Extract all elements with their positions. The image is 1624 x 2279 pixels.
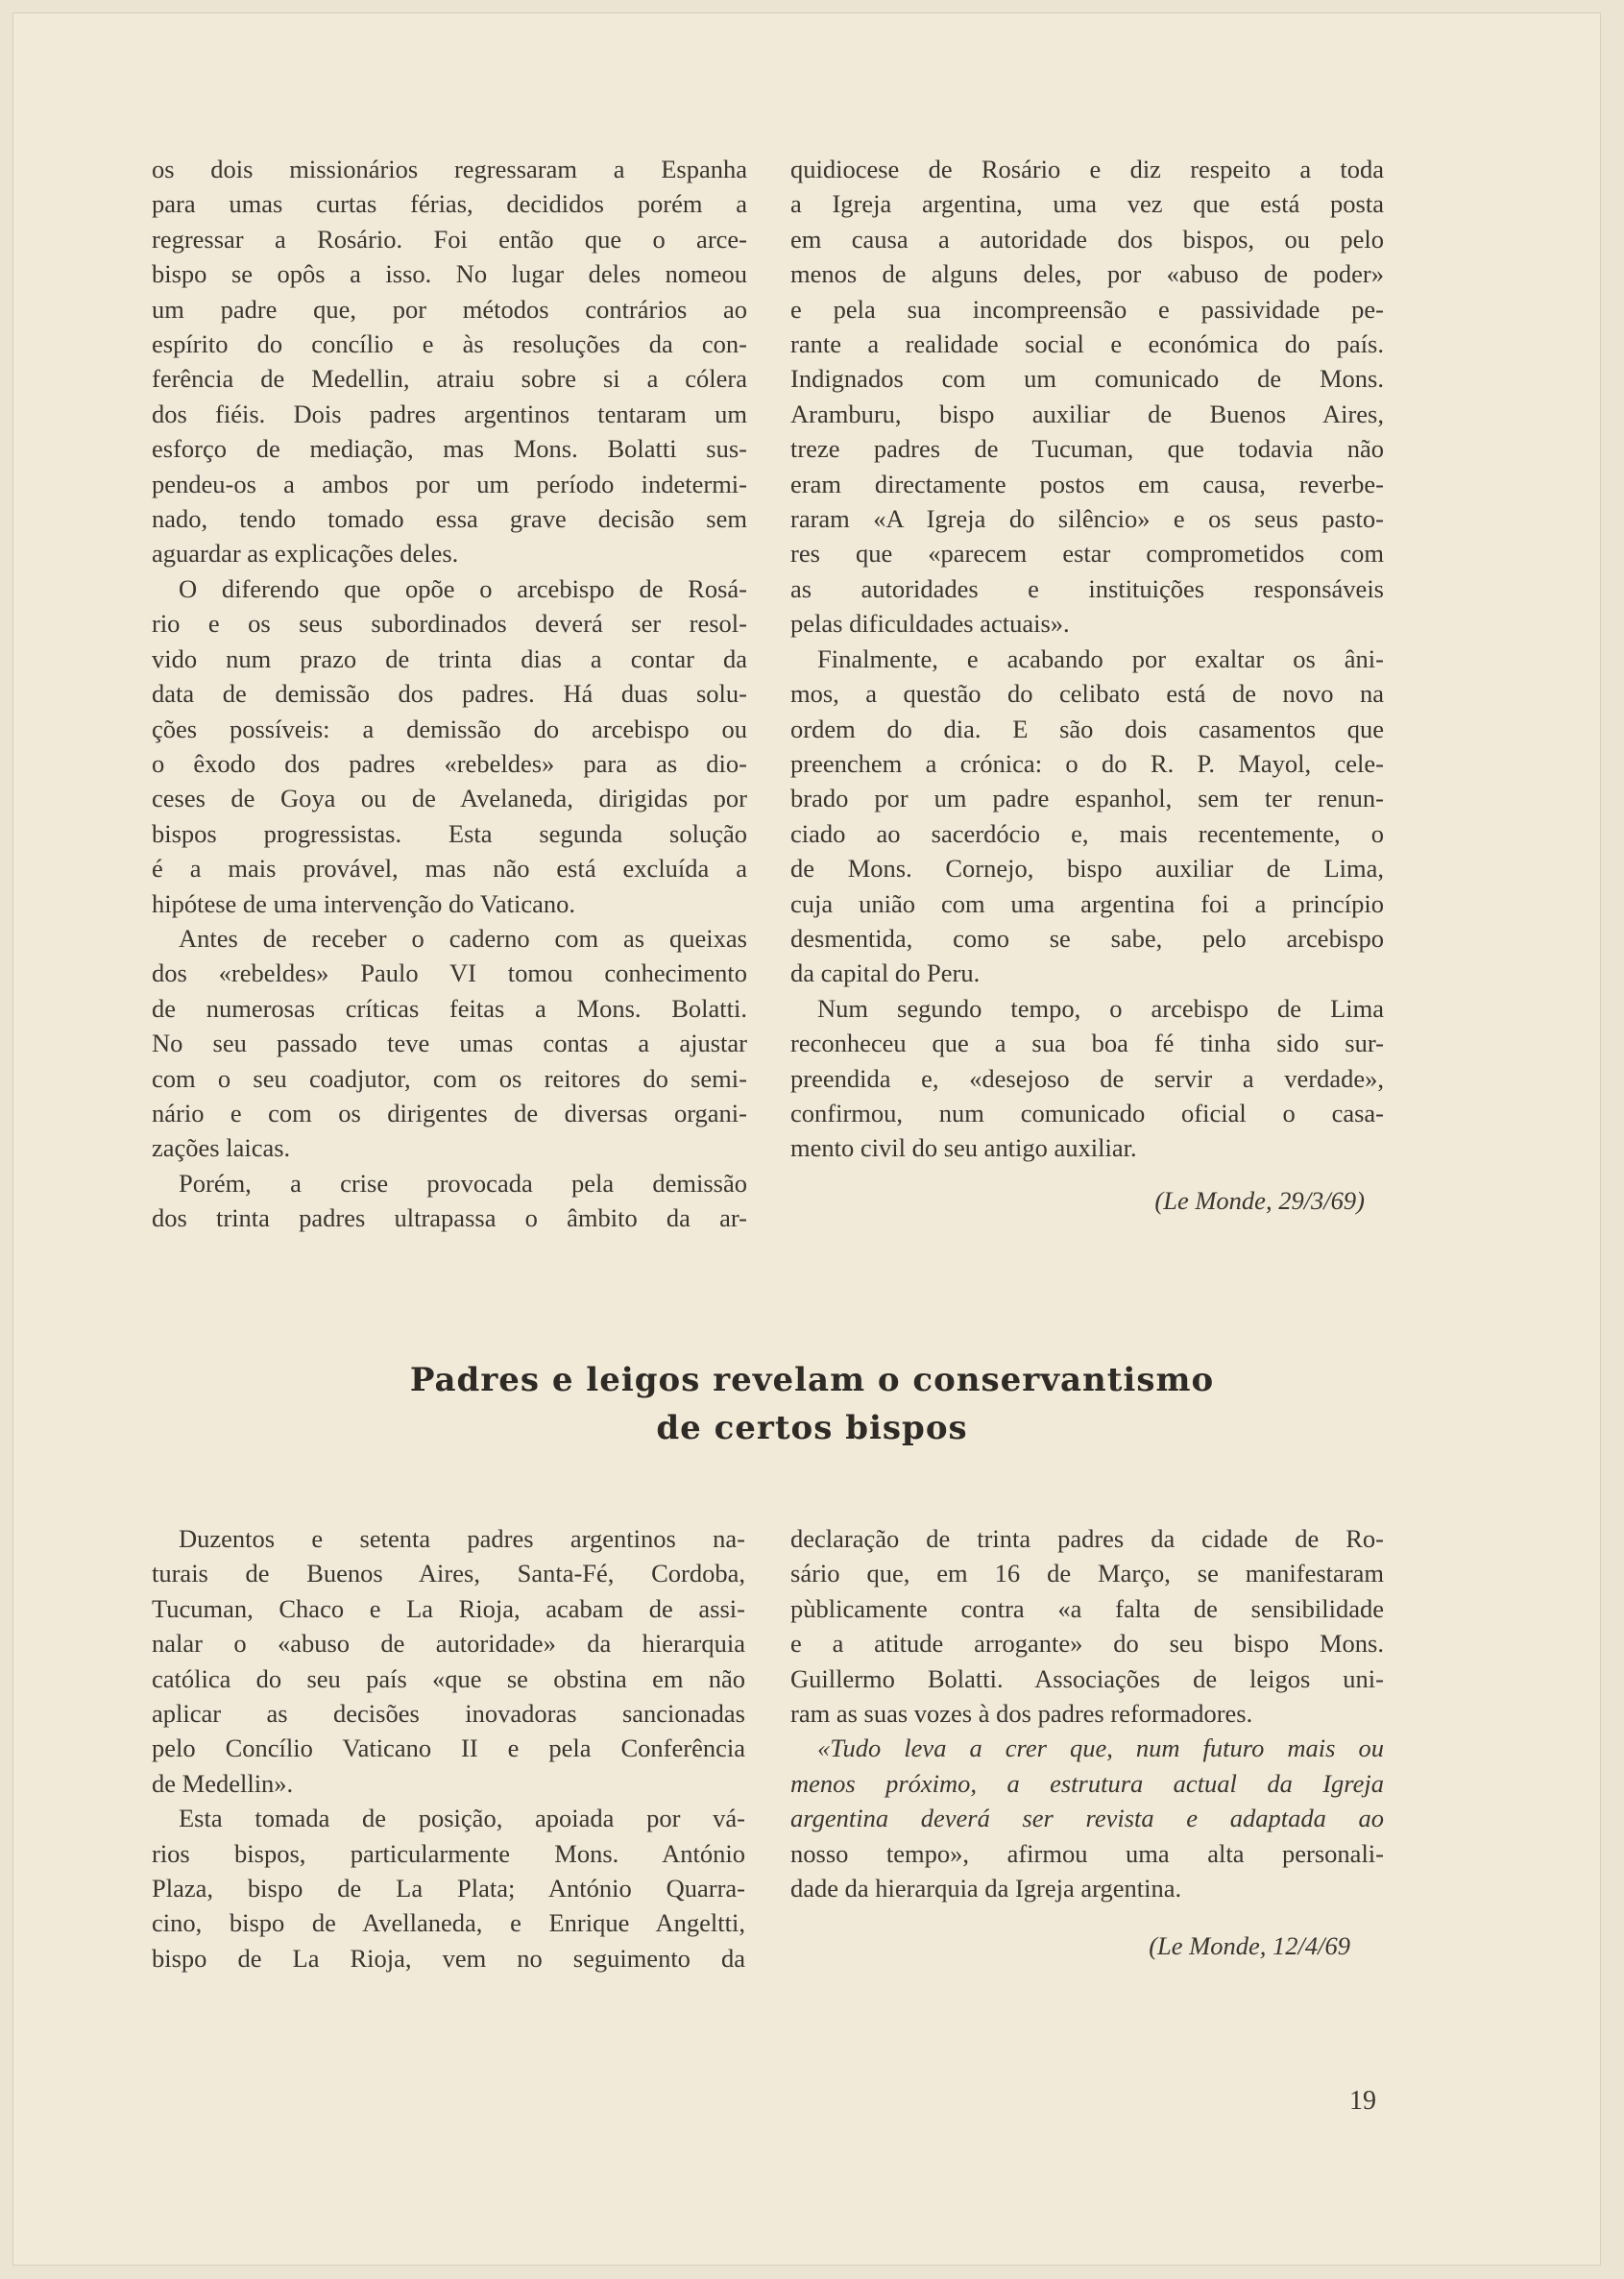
text-line: as autoridades e instituições responsáveis (790, 573, 1384, 603)
text-line: rio e os seus subordinados deverá ser resol- (152, 609, 747, 639)
text-line: data de demissão dos padres. Há duas solu- (152, 679, 747, 709)
text-line: bispo de La Rioja, vem no seguimento da (152, 1943, 745, 1973)
text-line: mento civil do seu antigo auxiliar. (790, 1133, 1137, 1163)
text-line: de Medellin». (152, 1768, 294, 1798)
text-line: declaração de trinta padres da cidade de Ro- (790, 1524, 1384, 1553)
text-line: Aramburu, bispo auxiliar de Buenos Aires, (790, 399, 1384, 428)
text-line: dos «rebeldes» Paulo VI tomou conhecimento (152, 958, 747, 988)
text-line: treze padres de Tucuman, que todavia não (790, 434, 1384, 464)
text-line: espírito do concílio e às resoluções da con- (152, 329, 747, 359)
text-line: é a mais provável, mas não está excluída a (152, 854, 747, 884)
text-line: Indignados com um comunicado de Mons. (790, 364, 1384, 394)
text-line: em causa a autoridade dos bispos, ou pelo (790, 224, 1384, 254)
article1-right-column (790, 152, 1384, 1218)
text-line: ferência de Medellin, atraiu sobre si a cólera (152, 364, 747, 394)
text-line: desmentida, como se sabe, pelo arcebispo (790, 923, 1384, 953)
page-number: 19 (1349, 2086, 1376, 2116)
article1-left-column (152, 152, 747, 1236)
text-line: vido num prazo de trinta dias a contar da (152, 643, 747, 673)
article2-left-column (152, 1521, 745, 1976)
text-line: esforço de mediação, mas Mons. Bolatti sus- (152, 434, 747, 464)
text-line: nalar o «abuso de autoridade» da hierarquia (152, 1629, 745, 1659)
text-line: ordem do dia. E são dois casamentos que (790, 714, 1384, 743)
text-line: rante a realidade social e económica do país. (790, 329, 1384, 359)
text-line: res que «parecem estar comprometidos com (790, 539, 1384, 569)
text-line: raram «A Igreja do silêncio» e os seus pasto- (790, 504, 1384, 534)
text-line: dos trinta padres ultrapassa o âmbito da ar- (152, 1203, 747, 1233)
text-line: bispo se opôs a isso. No lugar deles nomeou (152, 259, 747, 289)
text-line: eram directamente postos em causa, reverbe- (790, 469, 1384, 498)
text-line: O diferendo que opõe o arcebispo de Rosá- (179, 573, 747, 603)
text-line: de Mons. Cornejo, bispo auxiliar de Lima, (790, 854, 1384, 884)
text-line: Finalmente, e acabando por exaltar os âni- (817, 643, 1384, 673)
text-line: a Igreja argentina, uma vez que está posta (790, 189, 1384, 219)
article2-right-column (790, 1521, 1384, 1964)
text-line: mos, a questão do celibato está de novo na (790, 679, 1384, 709)
text-line: aguardar as explicações deles. (152, 539, 459, 569)
text-line: cuja união com uma argentina foi a princípio (790, 888, 1384, 918)
text-line: pendeu-os a ambos por um período indetermi- (152, 469, 747, 498)
text-line: nário e com os dirigentes de diversas organi- (152, 1098, 747, 1127)
text-line: rios bispos, particularmente Mons. António (152, 1838, 745, 1868)
text-line: «Tudo leva a crer que, num futuro mais ou (817, 1733, 1384, 1763)
text-line: ram as suas vozes à dos padres reformadores. (790, 1699, 1253, 1729)
article-title (0, 1356, 1624, 1452)
text-line: No seu passado teve umas contas a ajustar (152, 1029, 747, 1058)
text-line: ceses de Goya ou de Avelaneda, dirigidas por (152, 784, 747, 813)
text-line: cino, bispo de Avellaneda, e Enrique Angeltti, (152, 1908, 745, 1938)
source-citation: (Le Monde, 29/3/69) (1154, 1185, 1365, 1215)
text-line: Plaza, bispo de La Plata; António Quarra- (152, 1874, 745, 1903)
text-line: pelas dificuldades actuais». (790, 609, 1070, 639)
text-line: nosso tempo», afirmou uma alta personali- (790, 1838, 1384, 1868)
text-line: Tucuman, Chaco e La Rioja, acabam de assi- (152, 1593, 745, 1623)
text-line: quidiocese de Rosário e diz respeito a toda (790, 155, 1384, 183)
source-citation: (Le Monde, 12/4/69 (1149, 1931, 1350, 1961)
text-line: nado, tendo tomado essa grave decisão sem (152, 504, 747, 534)
text-line: Antes de receber o caderno com as queixas (179, 923, 747, 953)
text-line: dos fiéis. Dois padres argentinos tentaram um (152, 399, 747, 428)
title-line: de certos bispos (656, 1409, 968, 1447)
text-line: católica do seu país «que se obstina em não (152, 1663, 745, 1693)
text-line: Porém, a crise provocada pela demissão (179, 1168, 747, 1198)
title-line: Padres e leigos revelam o conservantismo (409, 1361, 1215, 1399)
text-line: bispos progressistas. Esta segunda solução (152, 818, 747, 848)
text-line: Duzentos e setenta padres argentinos na- (179, 1524, 745, 1553)
text-line: aplicar as decisões inovadoras sancionadas (152, 1699, 745, 1729)
text-line: e pela sua incompreensão e passividade pe- (790, 294, 1384, 324)
text-line: reconheceu que a sua boa fé tinha sido sur- (790, 1029, 1384, 1058)
text-line: menos de alguns deles, por «abuso de poder» (790, 259, 1384, 289)
text-line: regressar a Rosário. Foi então que o arce- (152, 224, 747, 254)
text-line: Num segundo tempo, o arcebispo de Lima (817, 993, 1384, 1023)
text-line: e a atitude arrogante» do seu bispo Mons. (790, 1629, 1384, 1659)
text-line: dade da hierarquia da Igreja argentina. (790, 1874, 1182, 1903)
text-line: da capital do Peru. (790, 958, 981, 988)
text-line: preenchem a crónica: o do R. P. Mayol, cele- (790, 748, 1384, 778)
text-line: brado por um padre espanhol, sem ter renun- (790, 784, 1384, 813)
text-line: ções possíveis: a demissão do arcebispo ou (152, 714, 747, 743)
text-line: com o seu coadjutor, com os reitores do semi- (152, 1063, 747, 1093)
text-line: pùblicamente contra «a falta de sensibilidade (790, 1593, 1384, 1623)
text-line: menos próximo, a estrutura actual da Igreja (790, 1768, 1384, 1798)
text-line: ciado ao sacerdócio e, mais recentemente, o (790, 818, 1384, 848)
text-line: zações laicas. (152, 1133, 291, 1163)
text-line: de numerosas críticas feitas a Mons. Bolatti. (152, 993, 747, 1023)
text-line: um padre que, por métodos contrários ao (152, 294, 747, 324)
text-line: Esta tomada de posição, apoiada por vá- (179, 1804, 745, 1833)
text-line: pelo Concílio Vaticano II e pela Conferência (152, 1733, 745, 1763)
text-line: os dois missionários regressaram a Espanha (152, 155, 747, 183)
text-line: argentina deverá ser revista e adaptada ao (790, 1804, 1384, 1833)
text-line: turais de Buenos Aires, Santa-Fé, Cordoba, (152, 1559, 745, 1588)
text-line: Guillermo Bolatti. Associações de leigos uni- (790, 1663, 1384, 1693)
text-line: sário que, em 16 de Março, se manifestaram (790, 1559, 1384, 1588)
text-line: hipótese de uma intervenção do Vaticano. (152, 888, 576, 918)
text-line: o êxodo dos padres «rebeldes» para as dio- (152, 748, 747, 778)
text-line: para umas curtas férias, decididos porém a (152, 189, 747, 219)
text-line: confirmou, num comunicado oficial o casa- (790, 1098, 1384, 1127)
text-line: preendida e, «desejoso de servir a verdade», (790, 1063, 1384, 1093)
